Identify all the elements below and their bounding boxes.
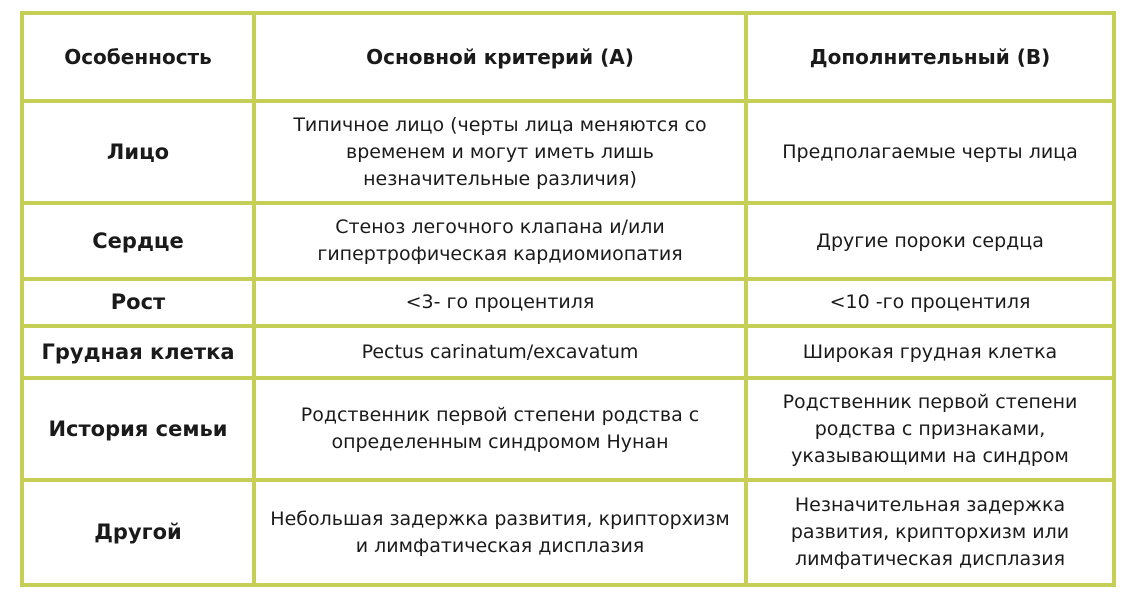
row-major-cell: Родственник первой степени родства с определенным синдромом Нунан — [254, 378, 746, 480]
row-major-cell: Небольшая задержка развития, крипторхизм и лимфатическая дисплазия — [254, 480, 746, 585]
row-feature-cell: Лицо — [22, 101, 254, 203]
table-row — [22, 480, 1114, 585]
row-feature-cell: Грудная клетка — [22, 326, 254, 378]
row-minor-cell: Широкая грудная клетка — [746, 326, 1114, 378]
criteria-table — [20, 11, 1116, 587]
header-feature: Особенность — [22, 13, 254, 101]
header-minor-criterion: Дополнительный (В) — [746, 13, 1114, 101]
row-major-cell: Стеноз легочного клапана и/или гипертрофическая кардиомиопатия — [254, 203, 746, 279]
row-feature-cell: История семьи — [22, 378, 254, 480]
row-minor-cell: Родственник первой степени родства с признаками, указывающими на синдром — [746, 378, 1114, 480]
row-major-cell: Типичное лицо (черты лица меняются со временем и могут иметь лишь незначительные различия) — [254, 101, 746, 203]
table-row — [22, 279, 1114, 326]
row-minor-cell: Другие пороки сердца — [746, 203, 1114, 279]
row-minor-cell: <10 -го процентиля — [746, 279, 1114, 326]
row-major-cell: <3- го процентиля — [254, 279, 746, 326]
header-major-criterion: Основной критерий (А) — [254, 13, 746, 101]
table-row — [22, 203, 1114, 279]
table-row — [22, 378, 1114, 480]
table-row — [22, 326, 1114, 378]
row-major-cell: Pectus carinatum/excavatum — [254, 326, 746, 378]
table-header-row — [22, 13, 1114, 101]
row-feature-cell: Рост — [22, 279, 254, 326]
row-feature-cell: Другой — [22, 480, 254, 585]
table-row — [22, 101, 1114, 203]
row-minor-cell: Незначительная задержка развития, крипторхизм или лимфатическая дисплазия — [746, 480, 1114, 585]
row-minor-cell: Предполагаемые черты лица — [746, 101, 1114, 203]
row-feature-cell: Сердце — [22, 203, 254, 279]
